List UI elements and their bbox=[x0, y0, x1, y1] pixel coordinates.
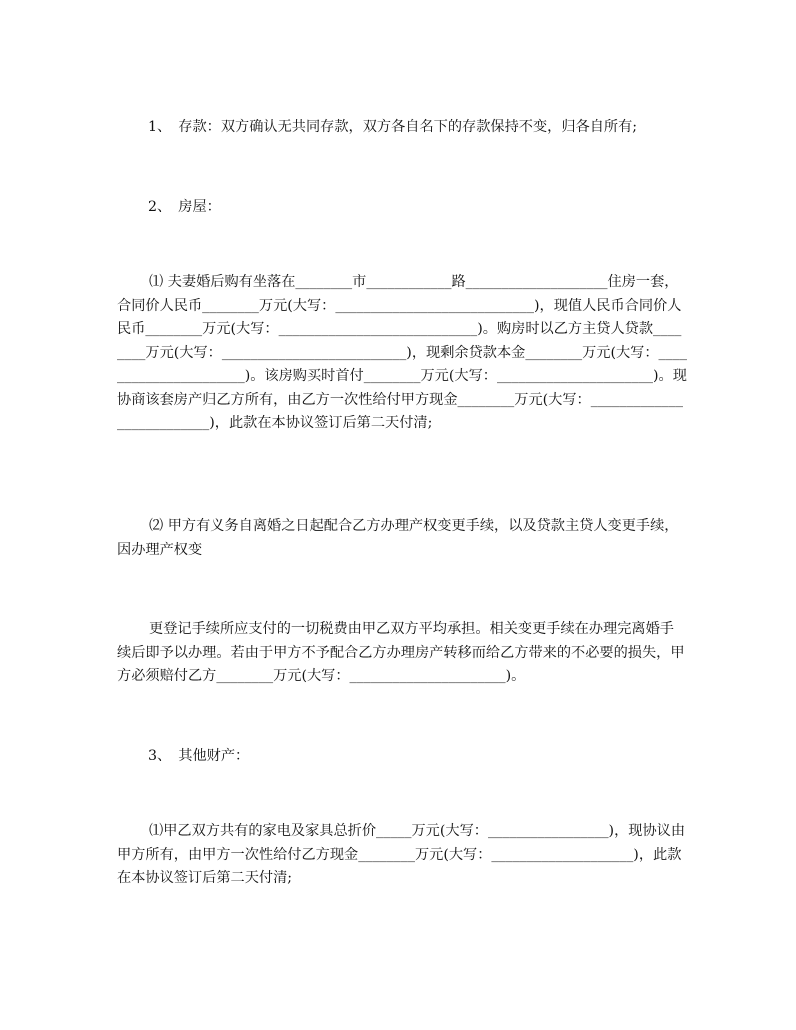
clause-other-property: 3、 其他财产： bbox=[148, 748, 250, 764]
house-purchase-paragraph: ⑴ 夫妻婚后购有坐落在________市____________路____________________住房一套，合同价人民币________万元(大写：____________________________)，现值人民币合同价人民币________万元(大写：____________________________)。购房时以乙方主贷人贷款________万元(大写：__________________________)，现剩余贷款本金________万元(大写：______________________)。该房购买时首付________万元(大写：______________________)。现协商该套房产归乙方所有，由乙方一次性给付甲方现金________万元(大写：__________________________)，此款在本协议签订后第二天付清; bbox=[117, 274, 687, 431]
registration-fee-paragraph: 更登记手续所应支付的一切税费由甲乙双方平均承担。相关变更手续在办理完离婚手续后即予以办理。若由于甲方不予配合乙方办理房产转移而给乙方带来的不必要的损失，甲方必须赔付乙方________万元(大写：______________________)。 bbox=[117, 621, 685, 684]
transfer-obligation-paragraph: ⑵ 甲方有义务自离婚之日起配合乙方办理产权变更手续，以及贷款主贷人变更手续，因办理产权变 bbox=[117, 518, 679, 558]
appliances-paragraph: ⑴甲乙双方共有的家电及家具总折价_____万元(大写：_________________)，现协议由甲方所有，由甲方一次性给付乙方现金________万元(大写：____________________)，此款在本协议签订后第二天付清; bbox=[117, 823, 686, 886]
clause-deposits: 1、 存款：双方确认无共同存款，双方各自名下的存款保持不变，归各自所有; bbox=[148, 119, 638, 135]
clause-house-heading: 2、 房屋： bbox=[148, 199, 221, 215]
